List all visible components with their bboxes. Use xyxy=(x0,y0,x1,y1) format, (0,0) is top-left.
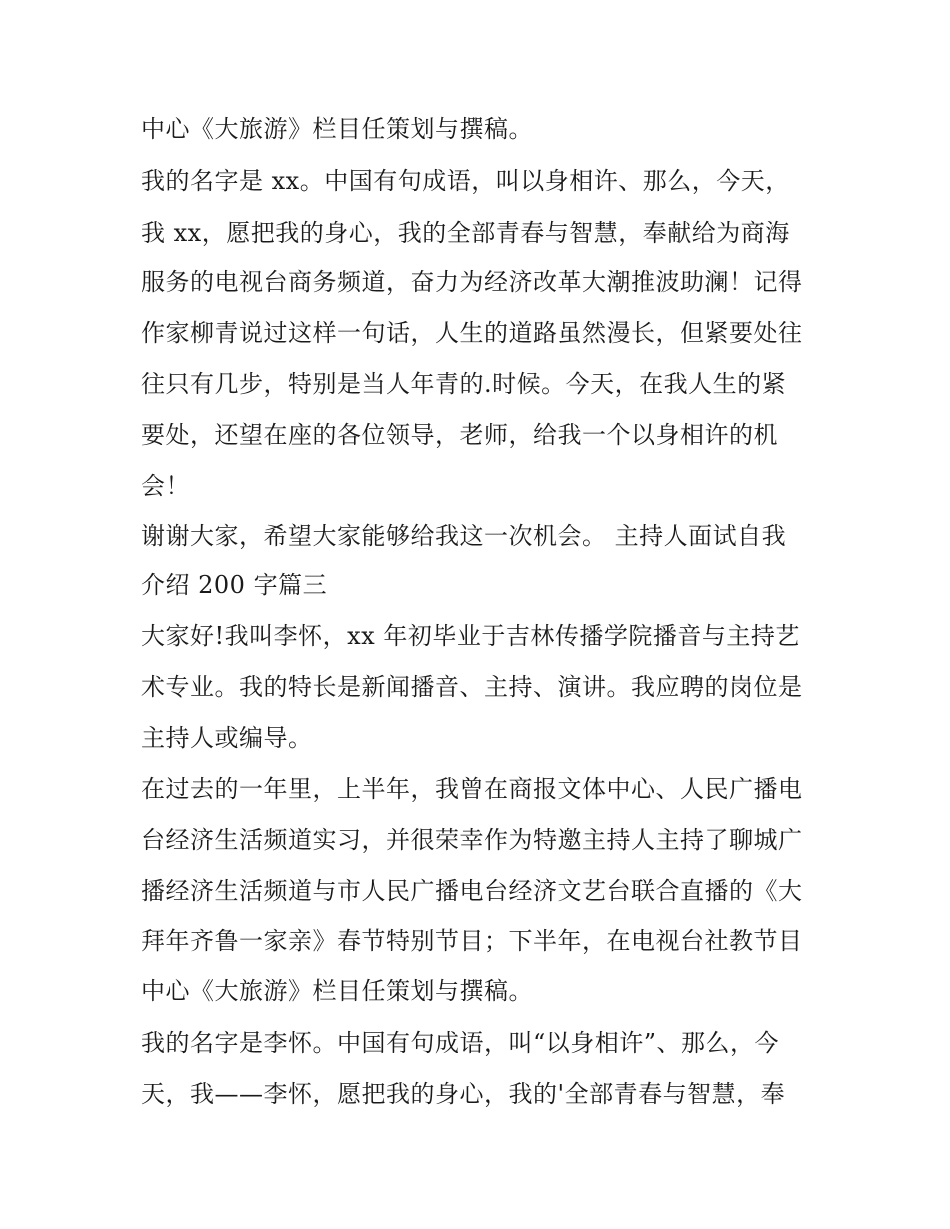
text-line: 谢谢大家，希望大家能够给我这一次机会。 主持人面试自我 xyxy=(141,522,787,550)
text-line: 服务的电视台商务频道，奋力为经济改革大潮推波助澜！记得 xyxy=(141,268,803,296)
text-line: 播经济生活频道与市人民广播电台经济文艺台联合直播的《大 xyxy=(141,877,803,905)
text-line: 主持人或编导。 xyxy=(141,724,313,752)
text-line: 术专业。我的特长是新闻播音、主持、演讲。我应聘的岗位是 xyxy=(141,673,803,701)
text-line: 我 xx，愿把我的身心，我的全部青春与智慧，奉献给为商海 xyxy=(141,219,790,247)
text-line: 往只有几步，特别是当人年青的.时候。今天，在我人生的紧 xyxy=(141,370,787,398)
text-line: 介绍 200 字篇三 xyxy=(141,571,328,599)
text-line: 天，我——李怀，愿把我的身心，我的'全部青春与智慧，奉 xyxy=(141,1080,786,1108)
text-line: 台经济生活频道实习，并很荣幸作为特邀主持人主持了聊城广 xyxy=(141,826,803,854)
text-line: 大家好!我叫李怀，xx 年初毕业于吉林传播学院播音与主持艺 xyxy=(141,622,800,650)
text-line: 作家柳青说过这样一句话，人生的道路虽然漫长，但紧要处往 xyxy=(141,319,803,347)
text-line: 在过去的一年里，上半年，我曾在商报文体中心、人民广播电 xyxy=(141,775,803,803)
text-line: 会！ xyxy=(141,472,190,500)
text-line: 要处，还望在座的各位领导，老师，给我一个以身相许的机 xyxy=(141,421,778,449)
text-line: 中心《大旅游》栏目任策划与撰稿。 xyxy=(141,977,533,1005)
text-line: 我的名字是 xx。中国有句成语，叫以身相许、那么，今天， xyxy=(141,167,790,195)
text-line: 拜年齐鲁一家亲》春节特别节目；下半年，在电视台社教节目 xyxy=(141,927,803,955)
text-line: 中心《大旅游》栏目任策划与撰稿。 xyxy=(141,115,533,143)
text-line: 我的名字是李怀。中国有句成语，叫“以身相许”、那么，今 xyxy=(141,1029,780,1057)
